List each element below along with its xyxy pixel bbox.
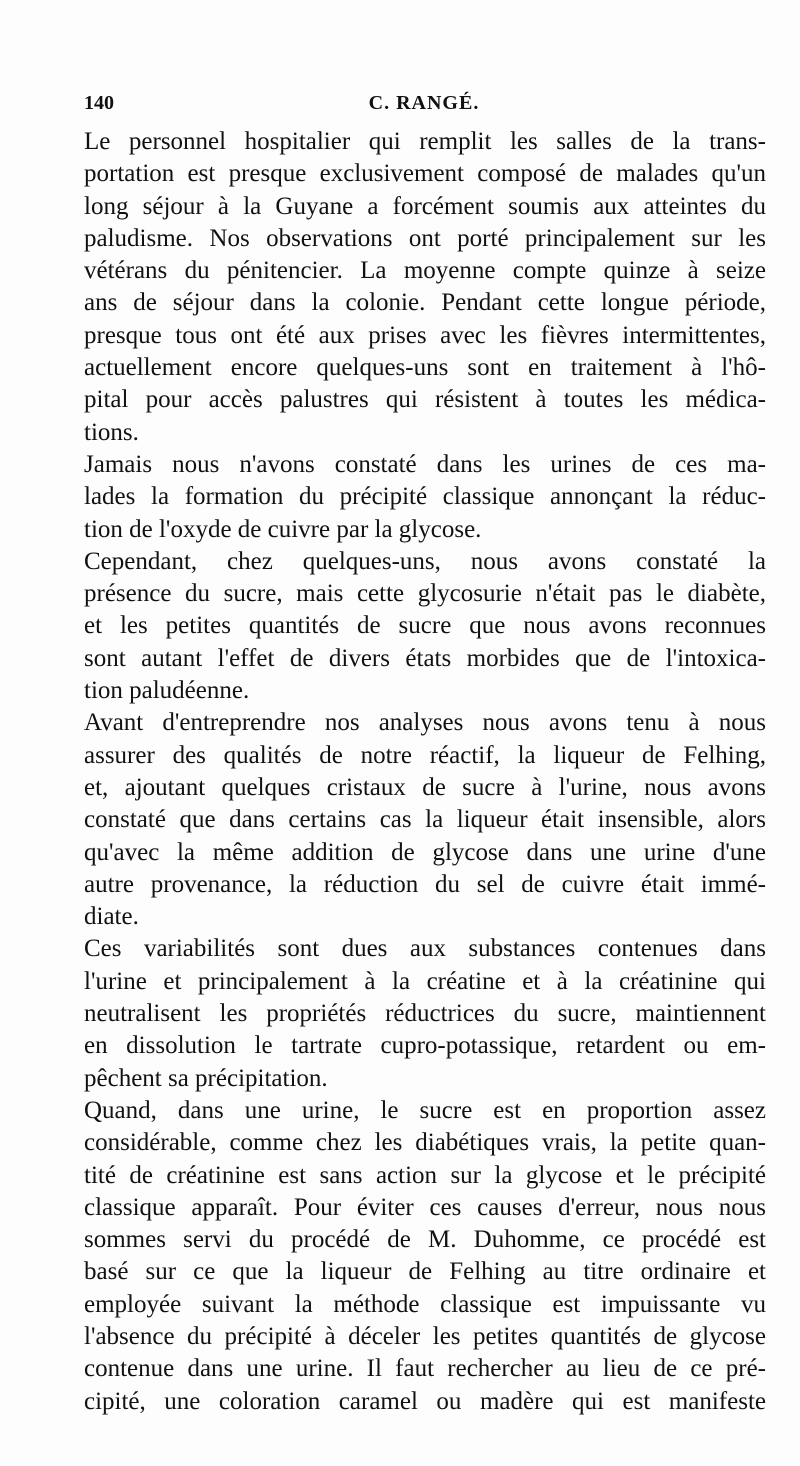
text-line: neutralisent les propriétés réductrices du sucre, maintiennent <box>84 1000 766 1028</box>
text-line: sont autant l'effet de divers états morbides que de l'intoxica- <box>84 644 766 672</box>
body-text <box>84 126 766 1418</box>
paragraph <box>84 707 766 933</box>
text-line: lades la formation du précipité classique annonçant la réduc- <box>84 483 766 511</box>
text-line: vétérans du pénitencier. La moyenne compte quinze à seize <box>84 257 766 285</box>
text-line: qu'avec la même addition de glycose dans une urine d'une <box>84 838 766 866</box>
page-header <box>84 92 764 122</box>
text-line: ans de séjour dans la colonie. Pendant cette longue période, <box>84 289 766 317</box>
paragraph <box>84 1095 766 1418</box>
paragraph <box>84 126 766 449</box>
text-line: l'absence du précipité à déceler les petites quantités de glycose <box>84 1322 766 1350</box>
text-line: et les petites quantités de sucre que nous avons reconnues <box>84 612 766 640</box>
text-line: cipité, une coloration caramel ou madère qui est manifeste <box>84 1387 766 1415</box>
text-line: Avant d'entreprendre nos analyses nous avons tenu à nous <box>84 709 766 737</box>
text-line: Ces variabilités sont dues aux substances contenues dans <box>84 935 766 963</box>
text-line: l'urine et principalement à la créatine et à la créatinine qui <box>84 967 766 995</box>
text-line: tion de l'oxyde de cuivre par la glycose. <box>84 515 482 543</box>
text-line: Quand, dans une urine, le sucre est en proportion assez <box>84 1096 766 1124</box>
text-line: constaté que dans certains cas la liqueur était insensible, alors <box>84 806 766 834</box>
text-line: en dissolution le tartrate cupro-potassique, retardent ou em- <box>84 1032 766 1060</box>
page-number: 140 <box>84 92 114 114</box>
text-line: et, ajoutant quelques cristaux de sucre à l'urine, nous avons <box>84 773 766 801</box>
text-line: considérable, comme chez les diabétiques vrais, la petite quan- <box>84 1129 766 1157</box>
text-line: paludisme. Nos observations ont porté principalement sur les <box>84 224 766 252</box>
text-line: tité de créatinine est sans action sur la glycose et le précipité <box>84 1161 766 1189</box>
text-line: contenue dans une urine. Il faut rechercher au lieu de ce pré- <box>84 1355 766 1383</box>
running-head: C. RANGÉ. <box>368 92 480 114</box>
text-line: pital pour accès palustres qui résistent à toutes les médica- <box>84 386 766 414</box>
text-line: presque tous ont été aux prises avec les fièvres intermittentes, <box>84 321 766 349</box>
text-line: présence du sucre, mais cette glycosurie n'était pas le diabète, <box>84 580 766 608</box>
text-line: tions. <box>84 418 139 446</box>
text-line: employée suivant la méthode classique est impuissante vu <box>84 1290 766 1318</box>
text-line: actuellement encore quelques-uns sont en traitement à l'hô- <box>84 354 766 382</box>
text-line: Jamais nous n'avons constaté dans les urines de ces ma- <box>84 450 766 478</box>
text-line: diate. <box>84 903 139 931</box>
paragraph <box>84 449 766 546</box>
text-line: classique apparaît. Pour éviter ces causes d'erreur, nous nous <box>84 1193 766 1221</box>
text-line: pêchent sa précipitation. <box>84 1064 328 1092</box>
text-line: assurer des qualités de notre réactif, la liqueur de Felhing, <box>84 741 766 769</box>
paragraph <box>84 933 766 1094</box>
text-line: long séjour à la Guyane a forcément soumis aux atteintes du <box>84 192 766 220</box>
paragraph <box>84 546 766 707</box>
text-line: basé sur ce que la liqueur de Felhing au titre ordinaire et <box>84 1258 766 1286</box>
text-line: sommes servi du procédé de M. Duhomme, ce procédé est <box>84 1226 766 1254</box>
text-line: portation est presque exclusivement composé de malades qu'un <box>84 160 766 188</box>
text-line: tion paludéenne. <box>84 677 250 705</box>
text-line: Le personnel hospitalier qui remplit les salles de la trans- <box>84 128 766 155</box>
text-line: Cependant, chez quelques-uns, nous avons constaté la <box>84 547 766 575</box>
text-line: autre provenance, la réduction du sel de cuivre était immé- <box>84 870 766 898</box>
